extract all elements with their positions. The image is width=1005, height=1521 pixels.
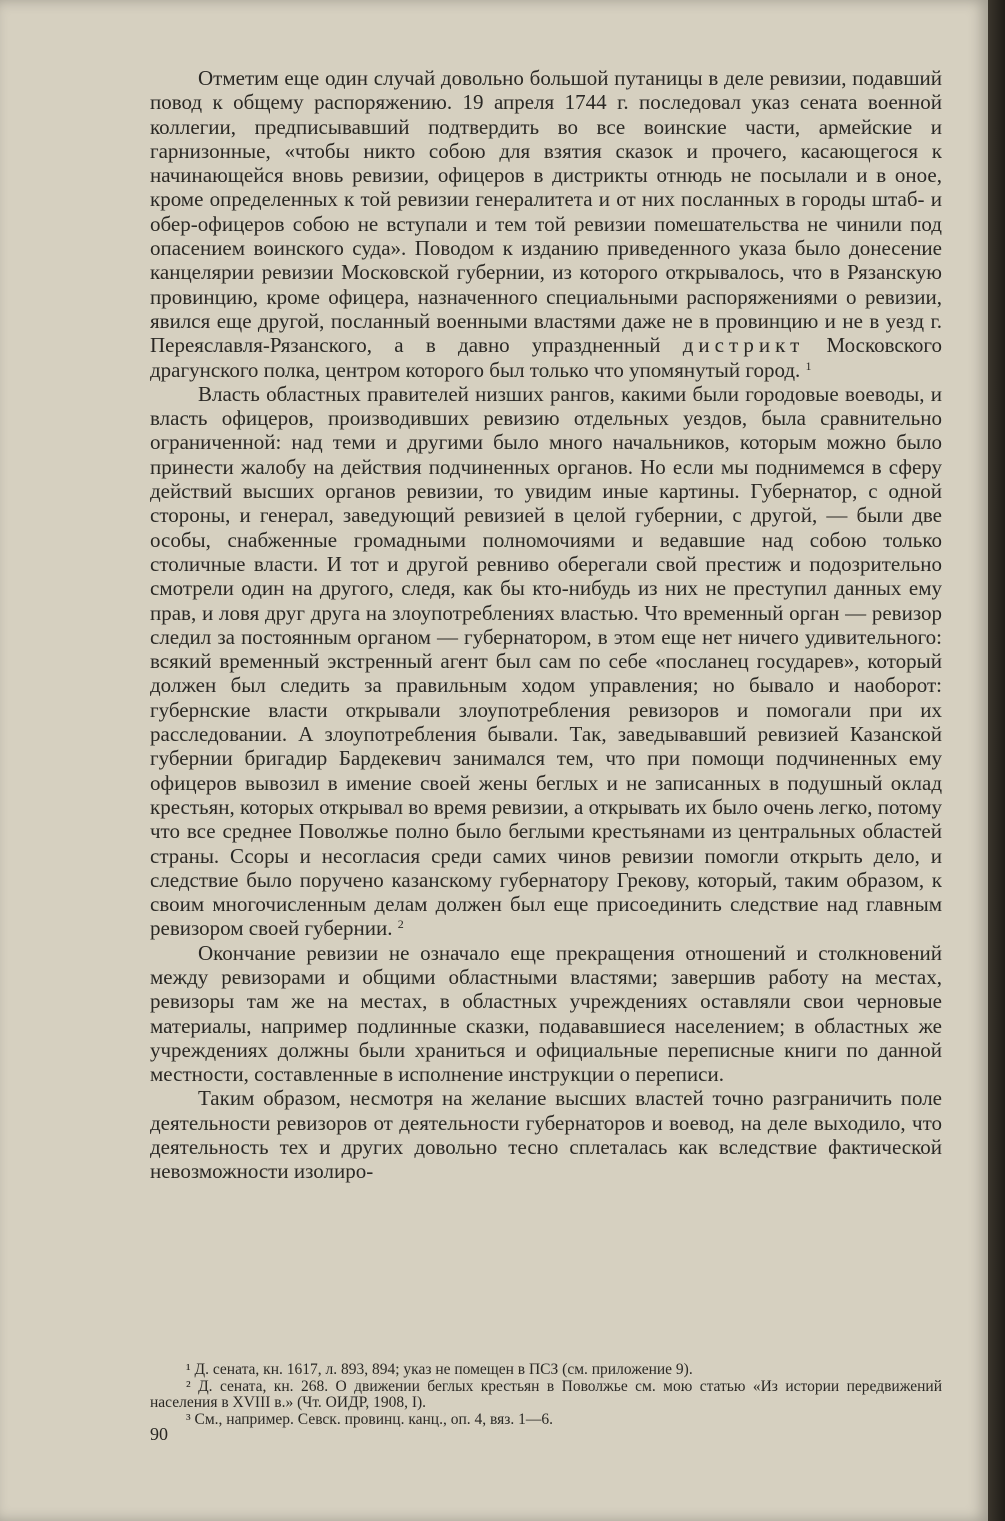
- footnote-ref: 1: [805, 358, 812, 373]
- page-number: 90: [150, 1424, 168, 1444]
- paragraph-text: Отметим еще один случай довольно большой путаницы в деле ревизии, подавший повод к общему распоряжению. 19 апреля 1744 г. последовал указ сената военной коллегии, предписывавший подтвердить во все воинские части, армейские и гарнизонные, «чтобы никто собою для взятия сказок и прочего, касающегося к начинающейся вновь ревизии, офицеров в дистрикты отнюдь не посылали и в оное, кроме определенных к той ревизии генералитета и от них посланных в городы штаб- и обер-офицеров собою не вступали и тем той ревизии помешательства не чинили под опасением воинского суда». Поводом к изданию приведенного указа было донесение канцелярии ревизии Московской губернии, из которого открывалось, что в Рязанскую провинцию, кроме офицера, назначенного специальными распоряжениями о ревизии, явился еще другой, посланный военными властями даже не в провинцию и не в уезд г. Переяславля-Рязанского, а в давно упраздненный: [150, 66, 942, 358]
- paragraph-text: Московского драгунского полка, центром которого был только что упомянутый город.: [150, 333, 942, 382]
- paragraph: [150, 1086, 942, 1183]
- footnote: ³ См., например. Севск. провинц. канц., оп. 4, вяз. 1—6.: [186, 1410, 554, 1428]
- book-spine: [988, 0, 1005, 1521]
- paragraph-text: Таким образом, несмотря на желание высших властей точно разграничить поле деятельности ревизоров от деятельности губернаторов и воевод, на деле выходило, что деятельность тех и других довольно тесно сплеталась как вследствие фактической невозможности изолиро-: [150, 1086, 942, 1184]
- footnote: ¹ Д. сената, кн. 1617, л. 893, 894; указ не помещен в ПСЗ (см. приложение 9).: [186, 1361, 693, 1378]
- paragraph: [150, 941, 942, 1087]
- main-text: [150, 66, 942, 1184]
- footnote-ref: 2: [397, 917, 404, 932]
- paragraph: [150, 66, 942, 382]
- spaced-term: дистрикт: [682, 333, 805, 358]
- footnotes: [150, 1362, 942, 1428]
- footnote: ² Д. сената, кн. 268. О движении беглых крестьян в Поволжье см. мою статью «Из истории передвижений населения в XVIII в.» (Чт. ОИДР, 1908, I).: [150, 1377, 942, 1411]
- paragraph: [150, 382, 942, 941]
- paragraph-text: Окончание ревизии не означало еще прекращения отношений и столкновений между ревизорами и общими областными властями; завершив работу на местах, ревизоры там же на местах, в областных учреждениях оставляли свои черновые материалы, например подлинные сказки, подававшиеся населением; в областных же учреждениях должны были храниться и официальные переписные книги по данной местности, составленные в исполнение инструкции о переписи.: [150, 940, 942, 1087]
- paragraph-text: Власть областных правителей низших рангов, какими были городовые воеводы, и власть офицеров, производивших ревизию отдельных уездов, была сравнительно ограниченной: над теми и другими было много начальников, которым можно было принести жалобу на действия подчиненных органов. Но если мы поднимемся в сферу действий высших органов ревизии, то увидим иные картины. Губернатор, с одной стороны, и генерал, заведующий ревизией в целой губернии, с другой, — были две особы, снабженные громадными полномочиями и ведавшие над собою только столичные власти. И тот и другой ревниво оберегали свой престиж и подозрительно смотрели один на другого, следя, как бы кто-нибудь из них не преступил данных ему прав, и ловя друг друга на злоупотреблениях властью. Что временный орган — ревизор следил за постоянным органом — губернатором, в этом еще нет ничего удивительного: всякий временный экстренный агент был сам по себе «посланец государев», который должен был следить за правильным ходом управления; но бывало и наоборот: губернские власти открывали злоупотребления ревизоров и помогали при их расследовании. А злоупотребления бывали. Так, заведывавший ревизией Казанской губернии бригадир Бардекевич занимался тем, что при помощи подчиненных ему офицеров вывозил в имение своей жены беглых и не записанных в подушный оклад крестьян, которых открывал во время ревизии, а открывать их было очень легко, потому что все среднее Поволжье полно было беглыми крестьянами из центральных областей страны. Ссоры и несогласия среди самих чинов ревизии помогли открыть дело, и следствие было поручено казанскому губернатору Грекову, который, таким образом, к своим многочисленным делам должен был еще присоединить следствие над главным ревизором своей губернии.: [150, 381, 942, 941]
